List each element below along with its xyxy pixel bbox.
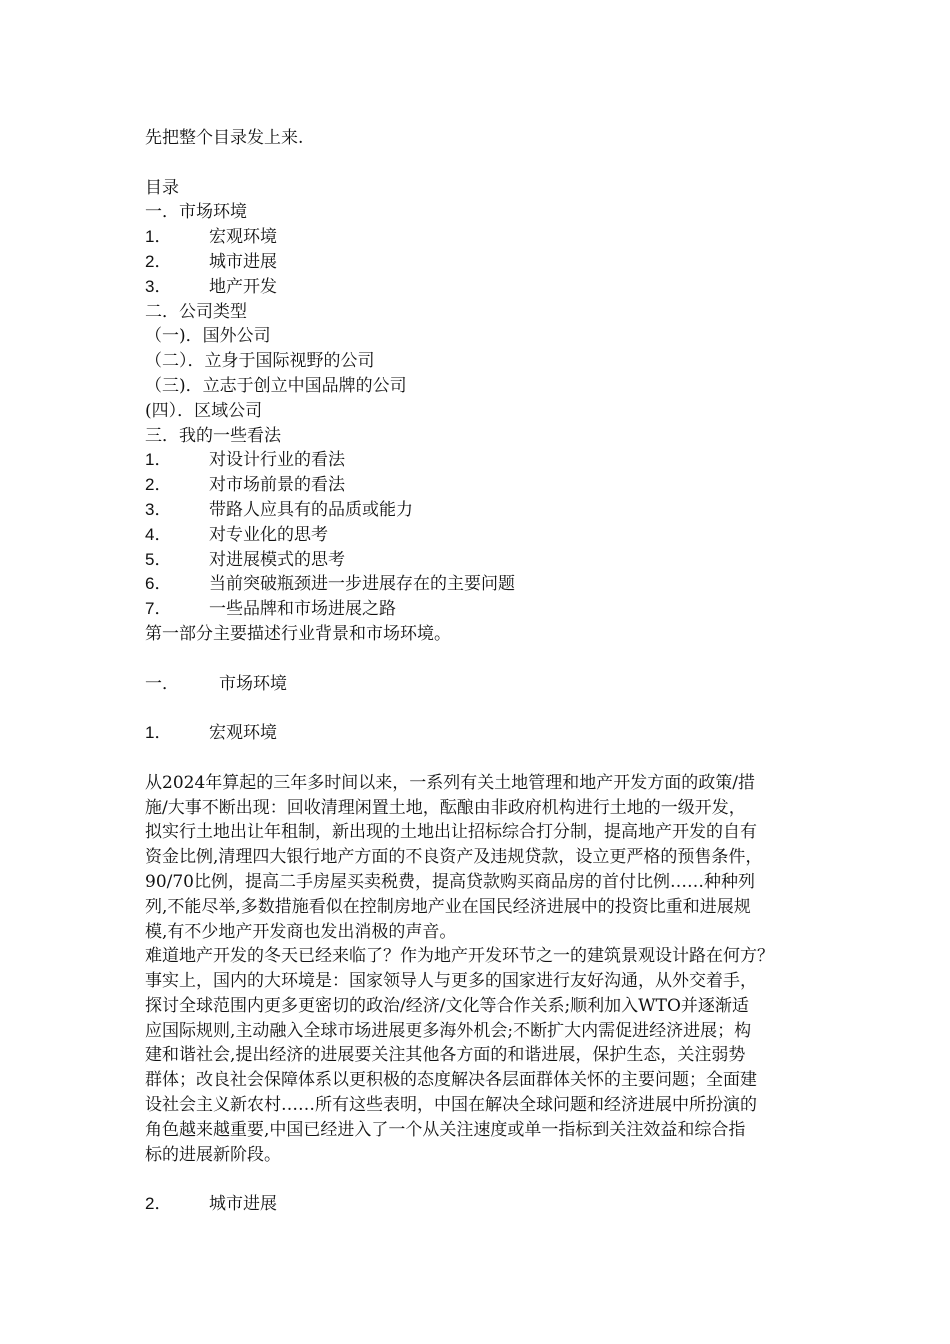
toc-item-text: 城市进展 <box>209 251 277 272</box>
paragraph-line: 设社会主义新农村……所有这些表明，中国在解决全球问题和经济进展中所扮演的 <box>145 1095 757 1116</box>
toc-item-text: 当前突破瓶颈进一步进展存在的主要问题 <box>209 574 515 595</box>
toc-item: （二）．立身于国际视野的公司 <box>145 351 375 372</box>
toc-item-number: 7． <box>145 599 172 619</box>
toc-item <box>145 275 825 300</box>
toc-item-number: 2． <box>145 251 172 271</box>
paragraph-line: 难道地产开发的冬天已经来临了？作为地产开发环节之一的建筑景观设计路在何方？ <box>145 946 774 967</box>
paragraph-line: 拟实行土地出让年租制，新出现的土地出让招标综合打分制，提高地产开发的自有 <box>145 822 757 843</box>
toc-item <box>145 448 825 473</box>
toc-item <box>145 473 825 498</box>
toc-title: 目录 <box>145 177 179 198</box>
paragraph-line: 施/大事不断出现：回收清理闲置土地，酝酿由非政府机构进行土地的一级开发， <box>145 797 746 818</box>
toc-item-text: 对市场前景的看法 <box>209 475 345 496</box>
body-paragraph <box>145 944 825 1167</box>
toc-item: （一)．国外公司 <box>145 326 271 347</box>
toc-item: (四）．区域公司 <box>145 400 263 421</box>
toc-item <box>145 498 825 523</box>
paragraph-line: 90/70比例，提高二手房屋买卖税费，提高贷款购买商品房的首付比例……种种列 <box>145 871 755 892</box>
toc-item-text: 地产开发 <box>209 276 277 297</box>
subsection-heading-text: 宏观环境 <box>209 723 277 744</box>
toc-item-number: 1． <box>145 227 172 247</box>
paragraph-line: 列,不能尽举,多数措施看似在控制房地产业在国民经济进展中的投资比重和进展规 <box>145 896 751 917</box>
subsection-heading <box>145 1192 825 1217</box>
toc-item-text: 带路人应具有的品质或能力 <box>209 499 413 520</box>
toc-item-number: 3． <box>145 276 172 296</box>
subsection-heading-number: 2． <box>145 1194 172 1214</box>
paragraph-line: 应国际规则,主动融入全球市场进展更多海外机会;不断扩大内需促进经济进展；构 <box>145 1020 752 1041</box>
paragraph-line: 角色越来越重要,中国已经进入了一个从关注速度或单一指标到关注效益和综合指 <box>145 1119 746 1140</box>
intro-text: 先把整个目录发上来. <box>145 128 304 148</box>
toc-item-number: 2． <box>145 475 172 495</box>
toc-item <box>145 523 825 548</box>
toc-item <box>145 250 825 275</box>
section-heading-number: 一． <box>145 673 179 693</box>
paragraph-line: 群体；改良社会保障体系以更积极的态度解决各层面群体关怀的主要问题；全面建 <box>145 1070 757 1091</box>
paragraph-line: 资金比例,清理四大银行地产方面的不良资产及违规贷款，设立更严格的预售条件， <box>145 847 763 868</box>
toc-item <box>145 572 825 597</box>
document-page <box>145 126 825 1217</box>
toc-item-text: 一些品牌和市场进展之路 <box>209 599 396 620</box>
toc-item-number: 4． <box>145 524 172 544</box>
toc-item: （三)．立志于创立中国品牌的公司 <box>145 375 407 396</box>
paragraph-line: 从2024年算起的三年多时间以来，一系列有关土地管理和地产开发方面的政策/措 <box>145 772 755 793</box>
toc-item <box>145 597 825 622</box>
part-note: 第一部分主要描述行业背景和市场环境。 <box>145 623 451 644</box>
toc-item-text: 宏观环境 <box>209 227 277 248</box>
toc-item-number: 6． <box>145 574 172 594</box>
toc-item-text: 对进展模式的思考 <box>209 549 345 570</box>
section-heading-text: 市场环境 <box>219 673 287 694</box>
toc-section-3-title: 三．我的一些看法 <box>145 425 281 446</box>
toc-item <box>145 225 825 250</box>
paragraph-line: 标的进展新阶段。 <box>145 1144 281 1165</box>
toc-item <box>145 548 825 573</box>
toc-section-2-title: 二．公司类型 <box>145 301 247 322</box>
paragraph-line: 建和谐社会,提出经济的进展要关注其他各方面的和谐进展，保护生态，关注弱势 <box>145 1045 746 1066</box>
paragraph-line: 探讨全球范围内更多更密切的政治/经济/文化等合作关系;顺利加入WTO并逐渐适 <box>145 995 749 1016</box>
section-heading <box>145 672 825 697</box>
paragraph-line: 模,有不少地产开发商也发出消极的声音。 <box>145 921 457 942</box>
body-paragraph <box>145 771 825 945</box>
toc-item-text: 对专业化的思考 <box>209 524 328 545</box>
toc-item-number: 5． <box>145 549 172 569</box>
subsection-heading-text: 城市进展 <box>209 1194 277 1215</box>
toc-item-number: 1． <box>145 450 172 470</box>
toc-item-number: 3． <box>145 499 172 519</box>
toc-section-1-title: 一．市场环境 <box>145 202 247 223</box>
subsection-heading-number: 1． <box>145 723 172 743</box>
toc-item-text: 对设计行业的看法 <box>209 450 345 471</box>
subsection-heading <box>145 721 825 746</box>
paragraph-line: 事实上，国内的大环境是：国家领导人与更多的国家进行友好沟通，从外交着手， <box>145 971 757 992</box>
